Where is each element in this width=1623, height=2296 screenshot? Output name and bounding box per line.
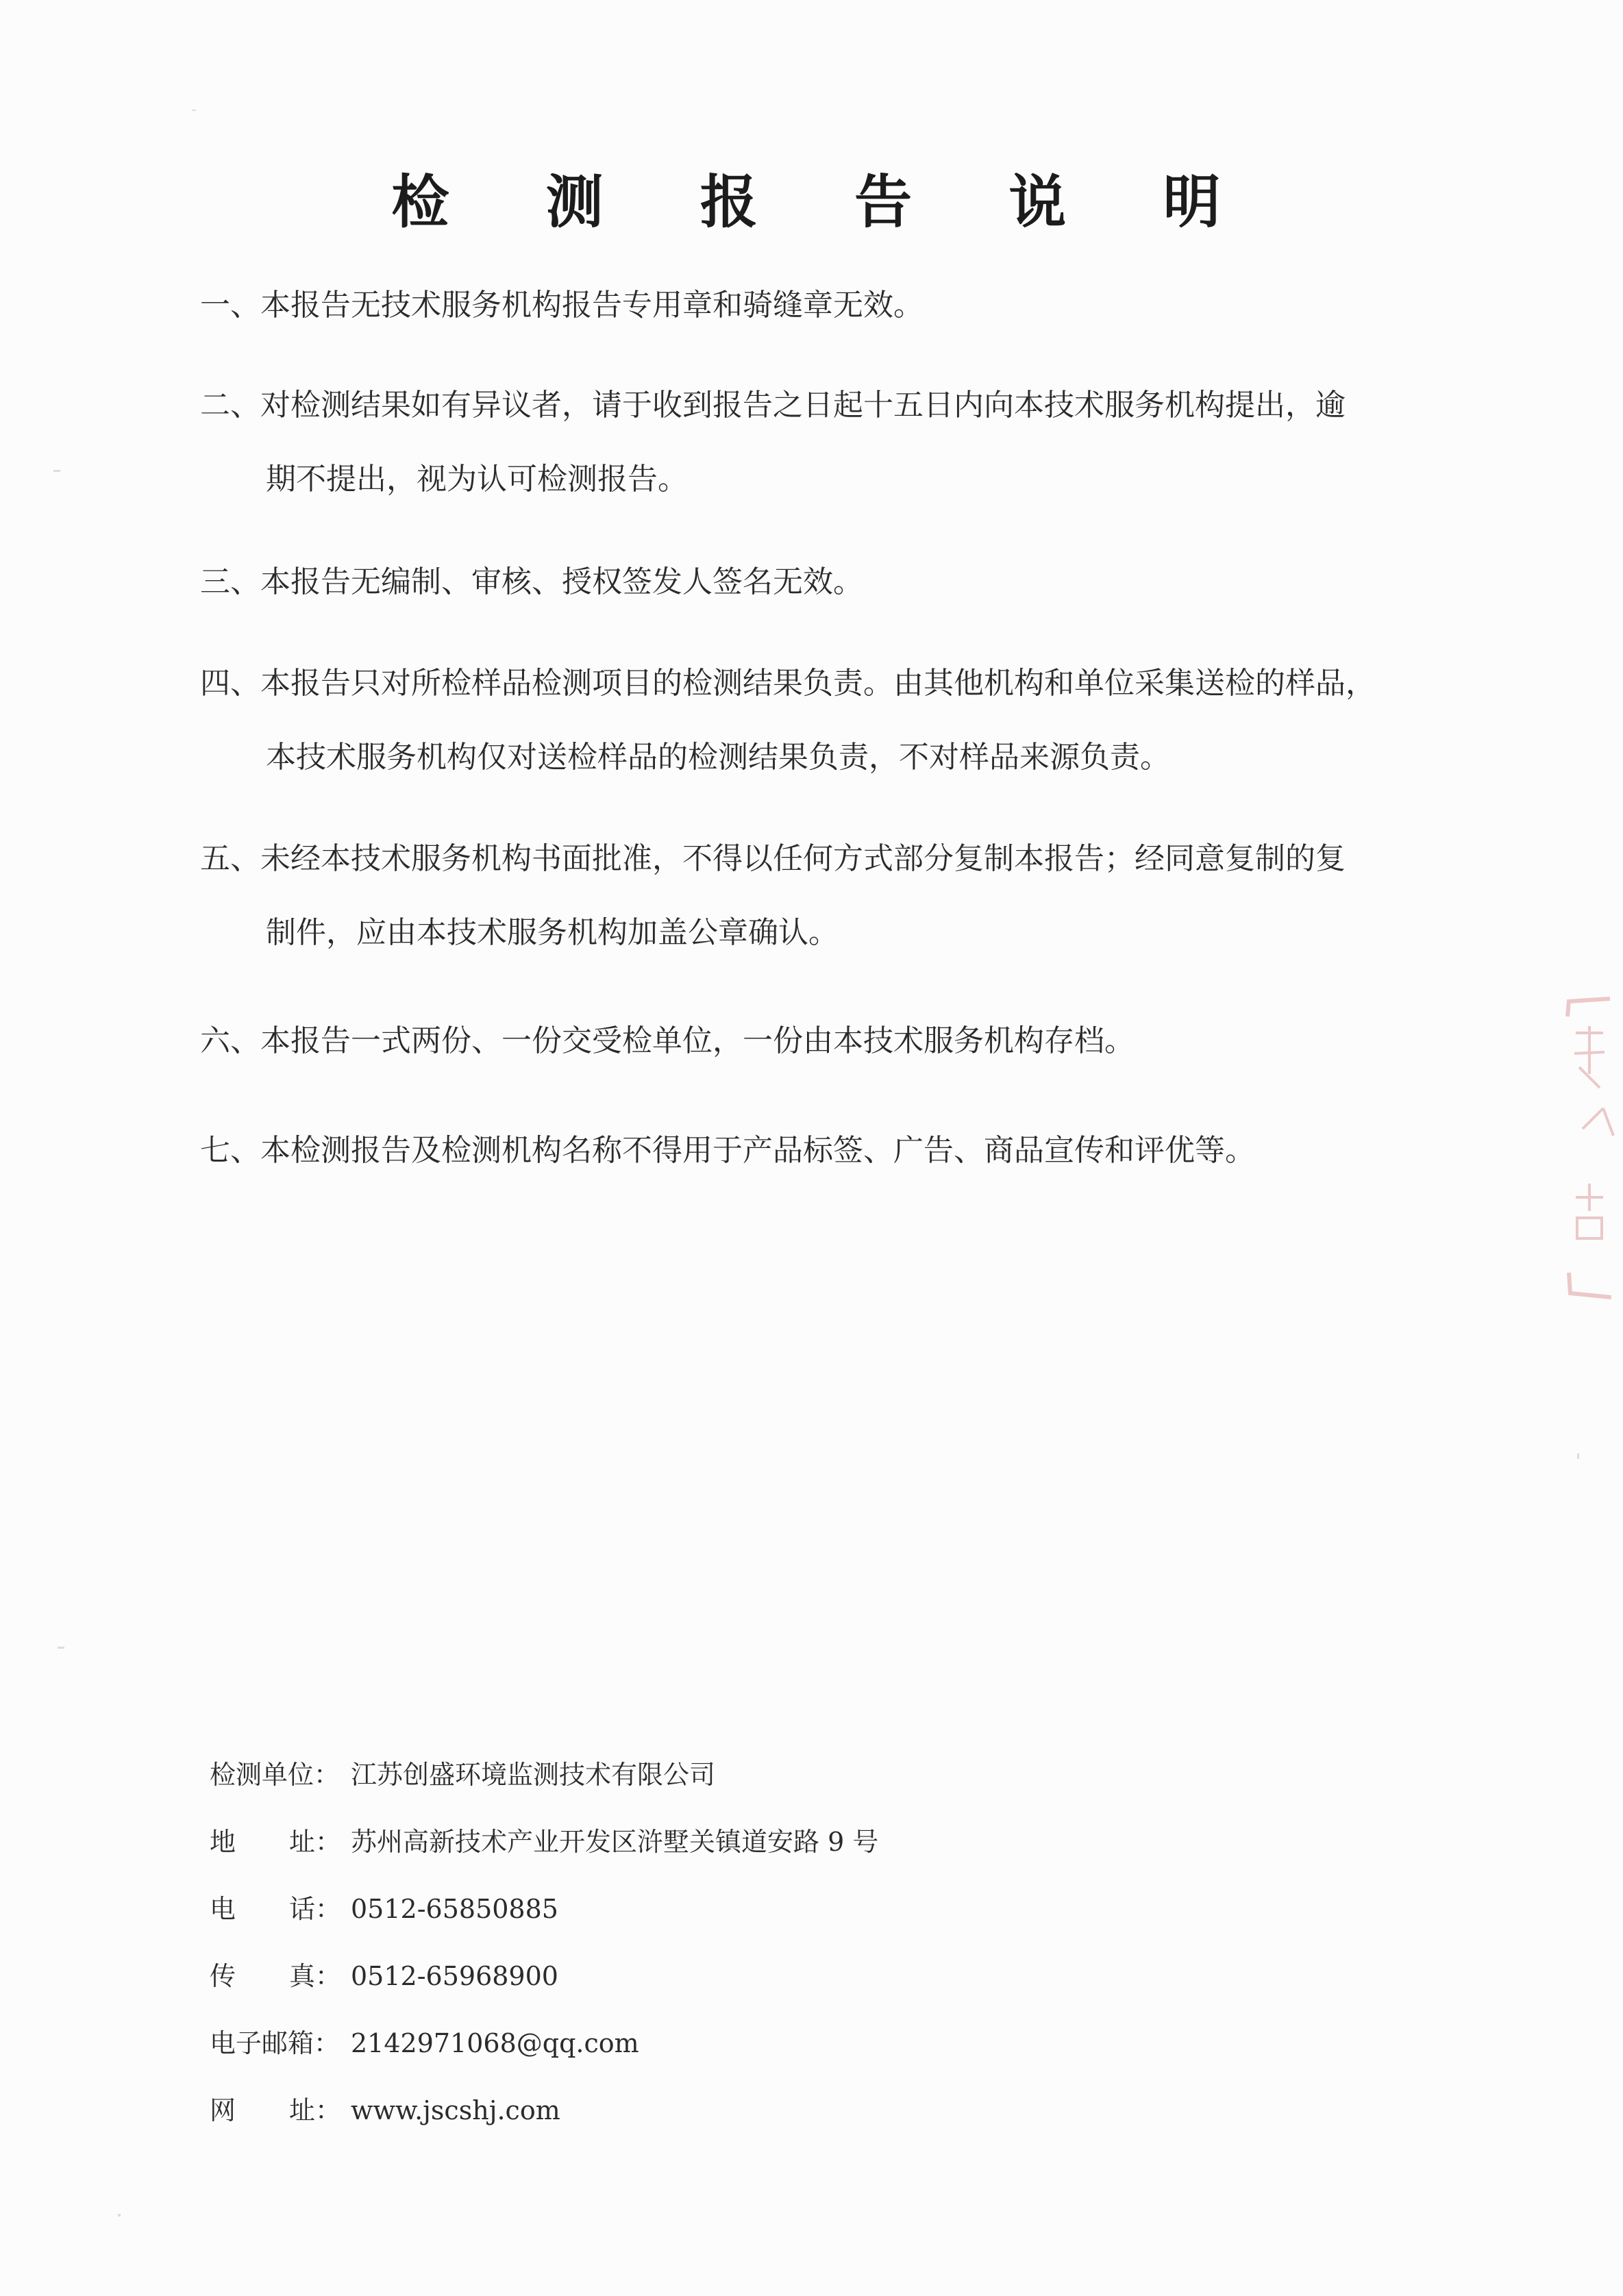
phone-label: [210, 1875, 351, 1943]
clause-2-line-2: 期不提出，视为认可检测报告。: [266, 462, 688, 497]
unit-label: 检测单位：: [210, 1760, 340, 1790]
email-label: 电子邮箱：: [210, 2028, 340, 2058]
web-label-a: 网: [210, 2095, 236, 2125]
clause-5-line-2: 制件，应由本技术服务机构加盖公章确认。: [266, 915, 839, 950]
clause-7-line-1: 七、本检测报告及检测机构名称不得用于产品标签、广告、商品宣传和评优等。: [200, 1133, 1255, 1168]
contact-unit-row: [210, 1741, 1306, 1808]
contact-email-row: [210, 2010, 1306, 2077]
seam-seal-stamp: [1555, 992, 1617, 1307]
address-label-b: 址：: [289, 1827, 342, 1857]
phone-label-a: 电: [210, 1894, 236, 1924]
fax-label-b: 真：: [289, 1961, 342, 1991]
phone-value: 0512-65850885: [351, 1894, 558, 1924]
scan-speck: [192, 110, 196, 111]
page-title: 检 测 报 告 说 明: [391, 168, 1259, 236]
clause-5: [200, 822, 1447, 970]
clause-4-line-1: 四、本报告只对所检样品检测项目的检测结果负责。由其他机构和单位采集送检的样品，: [200, 666, 1376, 701]
clause-7: [200, 1114, 1447, 1188]
contact-web-row: [210, 2077, 1306, 2144]
phone-label-b: 话：: [289, 1894, 342, 1924]
clause-4: [200, 647, 1447, 795]
contact-fax-row: [210, 1943, 1306, 2010]
clause-4-line-2: 本技术服务机构仅对送检样品的检测结果负责，不对样品来源负责。: [266, 740, 1170, 775]
address-value: 苏州高新技术产业开发区浒墅关镇道安路 9 号: [351, 1827, 879, 1857]
contact-address-row: [210, 1808, 1306, 1875]
clause-5-line-1: 五、未经本技术服务机构书面批准，不得以任何方式部分复制本报告；经同意复制的复: [200, 841, 1346, 876]
scan-speck: [118, 2214, 121, 2217]
clause-1: [200, 269, 1447, 342]
unit-value: 江苏创盛环境监测技术有限公司: [351, 1760, 716, 1790]
fax-label: [210, 1943, 351, 2010]
address-label: [210, 1808, 351, 1875]
clause-1-line-1: 一、本报告无技术服务机构报告专用章和骑缝章无效。: [200, 288, 924, 323]
fax-label-a: 传: [210, 1961, 236, 1991]
web-value: www.jscshj.com: [351, 2095, 560, 2125]
address-label-a: 地: [210, 1827, 236, 1857]
clause-3-line-1: 三、本报告无编制、审核、授权签发人签名无效。: [200, 564, 863, 599]
email-value: 2142971068@qq.com: [351, 2028, 639, 2058]
web-label: [210, 2077, 351, 2144]
clause-6: [200, 1004, 1447, 1078]
clause-2-line-1: 二、对检测结果如有异议者，请于收到报告之日起十五日内向本技术服务机构提出，逾: [200, 388, 1346, 423]
clause-2: [200, 369, 1447, 516]
contact-block: [210, 1741, 1306, 2144]
scan-speck: [53, 470, 60, 472]
contact-phone-row: [210, 1875, 1306, 1943]
scan-speck: [58, 1647, 64, 1649]
web-label-b: 址：: [289, 2095, 342, 2125]
clause-3: [200, 545, 1447, 619]
clause-6-line-1: 六、本报告一式两份、一份交受检单位，一份由本技术服务机构存档。: [200, 1023, 1135, 1058]
scan-speck: [1577, 1453, 1579, 1459]
fax-value: 0512-65968900: [351, 1961, 558, 1991]
